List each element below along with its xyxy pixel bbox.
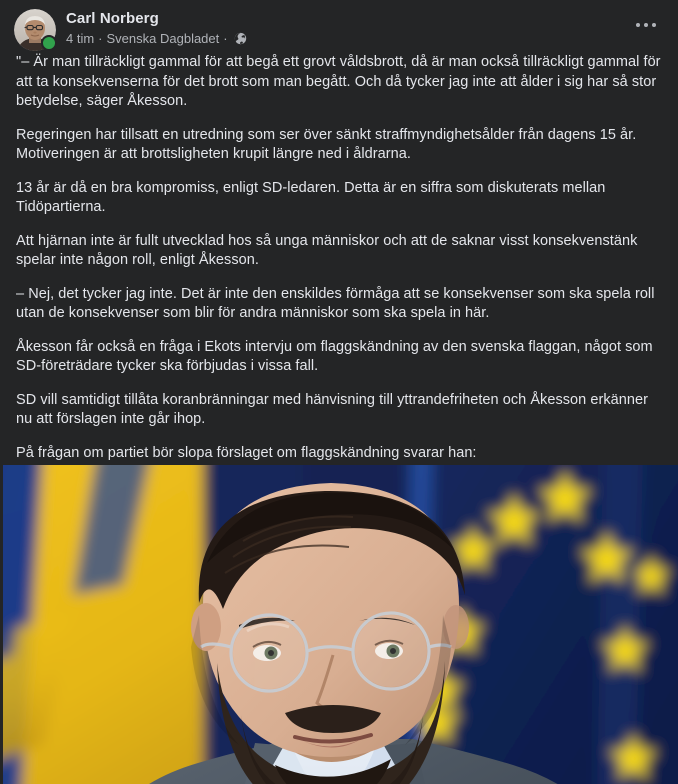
post-photo[interactable] <box>3 465 678 784</box>
meta-separator-2: · <box>223 31 228 46</box>
post-paragraph: SD vill samtidigt tillåta koranbränningar med hänvisning till yttrandefriheten och Åkesson erkänner nu att förslagen inte går ihop. <box>16 391 648 427</box>
post-paragraph: – Nej, det tycker jag inte. Det är inte den enskildes förmåga att se konsekvenser som ska spela roll utan de konsekvenser som blir för andra människor som ska spela in här. <box>16 285 655 321</box>
ellipsis-dot-1 <box>636 23 640 27</box>
post-paragraph: "– Är man tillräckligt gammal för att begå ett grovt våldsbrott, då är man också tillräckligt gammal för att ta konsekvenserna för det brott som man begått. Och då tycker jag inte att ålder i sig har så stor betydelse, säger Åkesson. <box>16 54 661 109</box>
post-paragraph: På frågan om partiet bör slopa förslaget om flaggskändning svarar han: <box>16 444 477 461</box>
post-source[interactable]: Svenska Dagbladet <box>106 31 220 46</box>
post-meta <box>66 30 247 47</box>
author-name[interactable]: Carl Norberg <box>66 10 159 27</box>
ellipsis-dot-2 <box>644 23 648 27</box>
post-paragraph: 13 år är då en bra kompromiss, enligt SD-ledaren. Detta är en siffra som diskuterats mellan Tidöpartierna. <box>16 179 606 215</box>
globe-icon[interactable] <box>234 32 247 45</box>
meta-separator-1: · <box>98 31 103 46</box>
post-paragraph: Åkesson får också en fråga i Ekots intervju om flaggskändning av den svenska flaggan, något som SD-företrädare tycker ska förbjudas i vissa fall. <box>16 338 653 374</box>
avatar[interactable] <box>14 9 56 51</box>
online-status-indicator <box>41 35 57 51</box>
post-message <box>0 50 678 497</box>
post-timestamp[interactable]: 4 tim <box>66 31 95 46</box>
post-paragraph: Att hjärnan inte är fullt utvecklad hos så unga människor och att de saknar visst konsekvenstänk spelar inte någon roll, enligt Åkesson. <box>16 232 638 268</box>
post-header-text <box>66 8 247 47</box>
ellipsis-dot-3 <box>652 23 656 27</box>
post-paragraph: Regeringen har tillsatt en utredning som ser över sänkt straffmyndighetsålder från dagens 15 år. Motiveringen är att brottsligheten krupit längre ned i åldrarna. <box>16 126 637 162</box>
post-header <box>0 0 678 50</box>
more-options-button[interactable] <box>630 15 662 35</box>
